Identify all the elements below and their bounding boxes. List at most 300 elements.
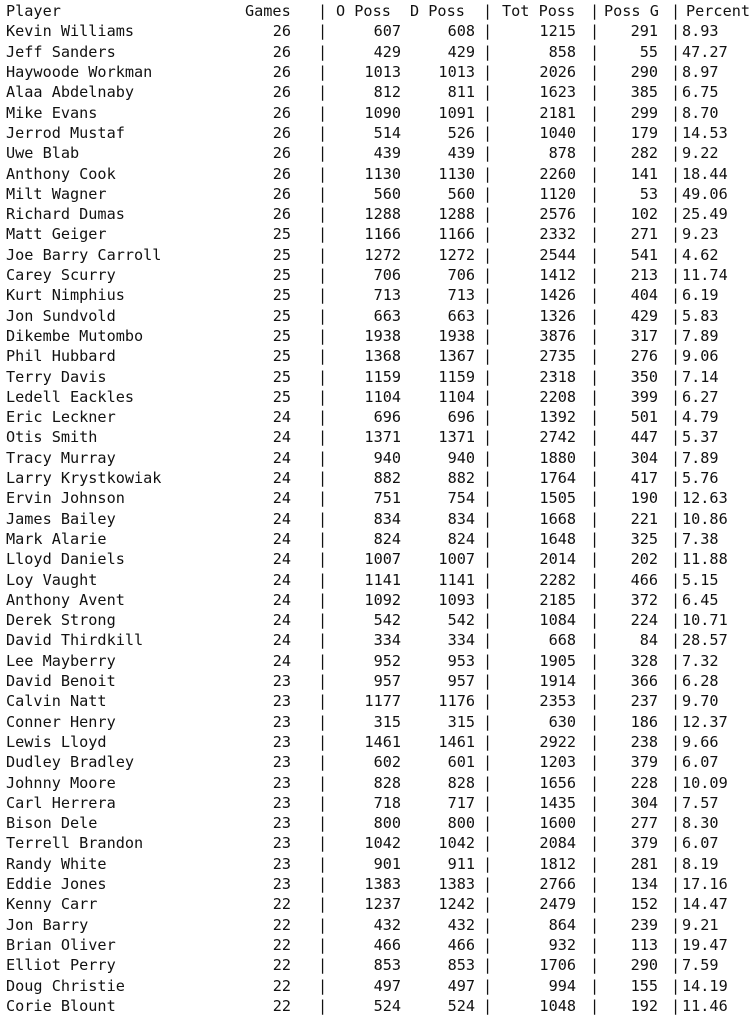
column-separator: |: [671, 205, 681, 224]
cell-d-poss: 1104: [438, 387, 475, 406]
column-separator: |: [483, 753, 493, 772]
column-separator: |: [590, 347, 600, 366]
cell-percent: 7.32: [682, 651, 719, 670]
column-separator: |: [318, 834, 328, 853]
cell-percent: 7.38: [682, 529, 719, 548]
cell-tot-poss: 1764: [539, 469, 576, 487]
column-separator: |: [590, 753, 600, 772]
cell-d-poss: 663: [447, 306, 475, 325]
cell-percent: 9.21: [682, 915, 719, 934]
cell-player: Eric Leckner: [6, 408, 116, 427]
cell-poss-g: 277: [630, 814, 658, 833]
column-separator: |: [671, 2, 681, 20]
column-separator: |: [318, 956, 328, 975]
cell-games: 26: [272, 205, 291, 224]
cell-games: 24: [272, 428, 291, 447]
cell-player: Mike Evans: [6, 103, 98, 122]
table-row: [0, 549, 754, 569]
column-separator: |: [483, 225, 493, 244]
cell-games: 22: [272, 996, 291, 1015]
column-separator: |: [590, 590, 600, 609]
table-row: [0, 996, 754, 1016]
column-separator: |: [590, 387, 600, 406]
table-row: [0, 346, 754, 366]
cell-tot-poss: 1600: [539, 814, 576, 833]
cell-percent: 6.28: [682, 672, 719, 690]
cell-poss-g: 202: [630, 550, 658, 569]
cell-player: David Thirdkill: [6, 631, 144, 650]
column-separator: |: [671, 22, 681, 41]
cell-games: 26: [272, 22, 291, 41]
cell-o-poss: 1130: [364, 164, 401, 183]
cell-d-poss: 608: [447, 22, 475, 41]
column-separator: |: [483, 895, 493, 914]
column-separator: |: [671, 875, 681, 893]
cell-player: Dikembe Mutombo: [6, 326, 144, 345]
column-separator: |: [483, 509, 493, 528]
column-separator: |: [671, 225, 681, 244]
cell-d-poss: 1091: [438, 103, 475, 122]
column-separator: |: [483, 834, 493, 853]
cell-tot-poss: 1435: [539, 793, 576, 812]
cell-player: Jeff Sanders: [6, 42, 116, 61]
cell-d-poss: 1367: [438, 347, 475, 366]
table-row: [0, 367, 754, 387]
table-row: [0, 42, 754, 62]
cell-tot-poss: 1648: [539, 529, 576, 548]
cell-o-poss: 514: [373, 123, 401, 142]
cell-tot-poss: 1905: [539, 651, 576, 670]
table-row: [0, 387, 754, 407]
cell-games: 25: [272, 367, 291, 386]
table-row: [0, 143, 754, 163]
cell-o-poss: 940: [373, 448, 401, 467]
cell-player: Otis Smith: [6, 428, 98, 447]
column-separator: |: [590, 326, 600, 345]
table-row: [0, 21, 754, 41]
cell-d-poss: 1242: [438, 895, 475, 914]
column-separator: |: [671, 448, 681, 467]
cell-o-poss: 497: [373, 976, 401, 995]
cell-percent: 8.97: [682, 63, 719, 81]
cell-d-poss: 1288: [438, 205, 475, 224]
column-separator: |: [483, 529, 493, 548]
cell-poss-g: 379: [630, 834, 658, 853]
cell-poss-g: 224: [630, 611, 658, 630]
cell-d-poss: 940: [447, 448, 475, 467]
table-row: [0, 712, 754, 732]
cell-tot-poss: 1812: [539, 854, 576, 873]
cell-o-poss: 834: [373, 509, 401, 528]
column-separator: |: [590, 956, 600, 975]
column-separator: |: [671, 387, 681, 406]
cell-o-poss: 432: [373, 915, 401, 934]
cell-percent: 10.71: [682, 611, 728, 630]
column-separator: |: [590, 550, 600, 569]
column-separator: |: [671, 793, 681, 812]
cell-tot-poss: 1120: [539, 184, 576, 203]
cell-percent: 6.07: [682, 753, 719, 772]
table-row: [0, 671, 754, 691]
cell-player: Elliot Perry: [6, 956, 116, 975]
cell-d-poss: 432: [447, 915, 475, 934]
cell-tot-poss: 630: [548, 712, 576, 731]
cell-percent: 6.75: [682, 83, 719, 102]
table-row: [0, 184, 754, 204]
cell-d-poss: 1383: [438, 875, 475, 893]
cell-poss-g: 190: [630, 489, 658, 508]
cell-games: 23: [272, 672, 291, 690]
cell-games: 22: [272, 935, 291, 954]
cell-d-poss: 524: [447, 996, 475, 1015]
cell-d-poss: 560: [447, 184, 475, 203]
column-separator: |: [318, 590, 328, 609]
column-separator: |: [671, 753, 681, 772]
table-row: [0, 103, 754, 123]
table-row: [0, 245, 754, 265]
cell-games: 24: [272, 570, 291, 589]
column-separator: |: [318, 144, 328, 163]
cell-player: Mark Alarie: [6, 529, 107, 548]
column-separator: |: [590, 286, 600, 305]
cell-d-poss: 1159: [438, 367, 475, 386]
cell-tot-poss: 2332: [539, 225, 576, 244]
cell-percent: 5.37: [682, 428, 719, 447]
cell-poss-g: 155: [630, 976, 658, 995]
column-separator: |: [318, 651, 328, 670]
cell-percent: 7.89: [682, 326, 719, 345]
column-separator: |: [483, 245, 493, 264]
cell-percent: 28.57: [682, 631, 728, 650]
cell-games: 26: [272, 42, 291, 61]
cell-d-poss: 1272: [438, 245, 475, 264]
cell-o-poss: 1166: [364, 225, 401, 244]
cell-percent: 7.57: [682, 793, 719, 812]
column-separator: |: [590, 712, 600, 731]
cell-percent: 14.53: [682, 123, 728, 142]
cell-o-poss: 602: [373, 753, 401, 772]
column-separator: |: [483, 2, 493, 20]
column-separator: |: [590, 63, 600, 81]
cell-d-poss: 834: [447, 509, 475, 528]
cell-games: 23: [272, 732, 291, 751]
cell-games: 26: [272, 144, 291, 163]
cell-d-poss: 334: [447, 631, 475, 650]
cell-poss-g: 372: [630, 590, 658, 609]
header-tot-poss: Tot Poss: [502, 2, 576, 20]
column-separator: |: [318, 367, 328, 386]
cell-tot-poss: 2735: [539, 347, 576, 366]
cell-poss-g: 379: [630, 753, 658, 772]
cell-player: Joe Barry Carroll: [6, 245, 162, 264]
cell-player: Derek Strong: [6, 611, 116, 630]
cell-o-poss: 1461: [364, 732, 401, 751]
table-row: [0, 407, 754, 427]
cell-percent: 10.86: [682, 509, 728, 528]
cell-poss-g: 325: [630, 529, 658, 548]
table-row: [0, 590, 754, 610]
cell-poss-g: 276: [630, 347, 658, 366]
cell-games: 25: [272, 306, 291, 325]
cell-percent: 9.06: [682, 347, 719, 366]
column-separator: |: [318, 387, 328, 406]
column-separator: |: [483, 631, 493, 650]
cell-poss-g: 282: [630, 144, 658, 163]
cell-d-poss: 497: [447, 976, 475, 995]
cell-player: Alaa Abdelnaby: [6, 83, 135, 102]
cell-poss-g: 186: [630, 712, 658, 731]
column-separator: |: [671, 773, 681, 792]
cell-tot-poss: 1706: [539, 956, 576, 975]
cell-games: 24: [272, 469, 291, 487]
cell-percent: 9.66: [682, 732, 719, 751]
cell-player: Carl Herrera: [6, 793, 116, 812]
cell-poss-g: 141: [630, 164, 658, 183]
cell-d-poss: 526: [447, 123, 475, 142]
cell-d-poss: 717: [447, 793, 475, 812]
cell-percent: 10.09: [682, 773, 728, 792]
cell-d-poss: 601: [447, 753, 475, 772]
cell-percent: 17.16: [682, 875, 728, 893]
cell-poss-g: 399: [630, 387, 658, 406]
column-separator: |: [483, 428, 493, 447]
cell-percent: 8.93: [682, 22, 719, 41]
column-separator: |: [483, 347, 493, 366]
table-row: [0, 123, 754, 143]
table-row: [0, 448, 754, 468]
column-separator: |: [318, 773, 328, 792]
cell-games: 25: [272, 245, 291, 264]
cell-d-poss: 466: [447, 935, 475, 954]
column-separator: |: [318, 895, 328, 914]
column-separator: |: [318, 570, 328, 589]
cell-d-poss: 882: [447, 469, 475, 487]
column-separator: |: [671, 611, 681, 630]
cell-percent: 11.88: [682, 550, 728, 569]
cell-o-poss: 1938: [364, 326, 401, 345]
cell-player: Jerrod Mustaf: [6, 123, 125, 142]
column-separator: |: [318, 793, 328, 812]
cell-games: 26: [272, 164, 291, 183]
cell-percent: 25.49: [682, 205, 728, 224]
column-separator: |: [671, 326, 681, 345]
column-separator: |: [318, 753, 328, 772]
column-separator: |: [483, 326, 493, 345]
cell-d-poss: 853: [447, 956, 475, 975]
column-separator: |: [318, 22, 328, 41]
column-separator: |: [671, 956, 681, 975]
cell-player: Milt Wagner: [6, 184, 107, 203]
column-separator: |: [671, 164, 681, 183]
column-separator: |: [671, 428, 681, 447]
cell-percent: 12.37: [682, 712, 728, 731]
cell-poss-g: 447: [630, 428, 658, 447]
cell-tot-poss: 2766: [539, 875, 576, 893]
table-row: [0, 326, 754, 346]
cell-poss-g: 299: [630, 103, 658, 122]
cell-poss-g: 429: [630, 306, 658, 325]
cell-percent: 5.76: [682, 469, 719, 487]
cell-tot-poss: 994: [548, 976, 576, 995]
table-row: [0, 935, 754, 955]
cell-player: James Bailey: [6, 509, 116, 528]
column-separator: |: [590, 631, 600, 650]
cell-player: Conner Henry: [6, 712, 116, 731]
column-separator: |: [590, 996, 600, 1015]
table-row: [0, 488, 754, 508]
cell-games: 22: [272, 895, 291, 914]
cell-percent: 8.70: [682, 103, 719, 122]
cell-games: 25: [272, 266, 291, 284]
column-separator: |: [483, 22, 493, 41]
cell-player: Lee Mayberry: [6, 651, 116, 670]
column-separator: |: [590, 732, 600, 751]
cell-tot-poss: 2181: [539, 103, 576, 122]
column-separator: |: [671, 915, 681, 934]
column-separator: |: [318, 854, 328, 873]
column-separator: |: [671, 306, 681, 325]
column-separator: |: [318, 489, 328, 508]
cell-percent: 8.30: [682, 814, 719, 833]
column-separator: |: [318, 266, 328, 284]
cell-o-poss: 542: [373, 611, 401, 630]
column-separator: |: [483, 103, 493, 122]
cell-player: Kevin Williams: [6, 22, 135, 41]
column-separator: |: [671, 529, 681, 548]
table-row: [0, 630, 754, 650]
cell-percent: 11.46: [682, 996, 728, 1015]
cell-d-poss: 911: [447, 854, 475, 873]
table-row: [0, 529, 754, 549]
cell-d-poss: 542: [447, 611, 475, 630]
cell-percent: 14.47: [682, 895, 728, 914]
column-separator: |: [483, 590, 493, 609]
column-separator: |: [318, 935, 328, 954]
cell-o-poss: 1042: [364, 834, 401, 853]
cell-d-poss: 706: [447, 266, 475, 284]
table-row: [0, 570, 754, 590]
cell-player: Brian Oliver: [6, 935, 116, 954]
column-separator: |: [671, 367, 681, 386]
cell-games: 23: [272, 753, 291, 772]
column-separator: |: [590, 834, 600, 853]
column-separator: |: [483, 286, 493, 305]
cell-tot-poss: 2544: [539, 245, 576, 264]
column-separator: |: [318, 448, 328, 467]
column-separator: |: [318, 306, 328, 325]
cell-o-poss: 1092: [364, 590, 401, 609]
column-separator: |: [483, 489, 493, 508]
cell-tot-poss: 2260: [539, 164, 576, 183]
cell-tot-poss: 1412: [539, 266, 576, 284]
cell-games: 25: [272, 286, 291, 305]
column-separator: |: [671, 895, 681, 914]
column-separator: |: [671, 550, 681, 569]
column-separator: |: [483, 875, 493, 893]
column-separator: |: [318, 42, 328, 61]
cell-player: Phil Hubbard: [6, 347, 116, 366]
cell-player: Kurt Nimphius: [6, 286, 125, 305]
column-separator: |: [318, 184, 328, 203]
cell-o-poss: 334: [373, 631, 401, 650]
cell-poss-g: 55: [639, 42, 658, 61]
column-separator: |: [318, 509, 328, 528]
cell-percent: 7.59: [682, 956, 719, 975]
cell-games: 24: [272, 408, 291, 427]
cell-percent: 6.07: [682, 834, 719, 853]
cell-o-poss: 812: [373, 83, 401, 102]
cell-player: Loy Vaught: [6, 570, 98, 589]
column-separator: |: [671, 672, 681, 690]
cell-games: 24: [272, 448, 291, 467]
cell-o-poss: 1159: [364, 367, 401, 386]
cell-d-poss: 1141: [438, 570, 475, 589]
cell-tot-poss: 2479: [539, 895, 576, 914]
column-separator: |: [318, 2, 328, 20]
column-separator: |: [483, 611, 493, 630]
column-separator: |: [483, 42, 493, 61]
cell-games: 24: [272, 651, 291, 670]
column-separator: |: [318, 83, 328, 102]
cell-percent: 14.19: [682, 976, 728, 995]
column-separator: |: [590, 144, 600, 163]
column-separator: |: [590, 611, 600, 630]
cell-percent: 47.27: [682, 42, 728, 61]
column-separator: |: [671, 814, 681, 833]
cell-o-poss: 524: [373, 996, 401, 1015]
column-separator: |: [483, 712, 493, 731]
cell-poss-g: 152: [630, 895, 658, 914]
cell-o-poss: 1371: [364, 428, 401, 447]
column-separator: |: [671, 42, 681, 61]
header-games: Games: [245, 2, 291, 20]
cell-o-poss: 800: [373, 814, 401, 833]
column-separator: |: [590, 22, 600, 41]
cell-player: Jon Barry: [6, 915, 89, 934]
cell-poss-g: 290: [630, 63, 658, 81]
cell-games: 24: [272, 590, 291, 609]
table-row: [0, 509, 754, 529]
cell-d-poss: 1013: [438, 63, 475, 81]
cell-o-poss: 882: [373, 469, 401, 487]
column-separator: |: [483, 164, 493, 183]
cell-tot-poss: 1084: [539, 611, 576, 630]
column-separator: |: [483, 732, 493, 751]
column-separator: |: [590, 103, 600, 122]
cell-d-poss: 1938: [438, 326, 475, 345]
column-separator: |: [318, 875, 328, 893]
column-separator: |: [318, 286, 328, 305]
cell-games: 23: [272, 854, 291, 873]
cell-o-poss: 315: [373, 712, 401, 731]
cell-o-poss: 1272: [364, 245, 401, 264]
table-row: [0, 955, 754, 975]
cell-poss-g: 317: [630, 326, 658, 345]
cell-poss-g: 304: [630, 793, 658, 812]
column-separator: |: [671, 976, 681, 995]
column-separator: |: [318, 428, 328, 447]
column-separator: |: [671, 103, 681, 122]
cell-player: Richard Dumas: [6, 205, 125, 224]
column-separator: |: [318, 164, 328, 183]
column-separator: |: [590, 814, 600, 833]
cell-d-poss: 828: [447, 773, 475, 792]
table-row: [0, 265, 754, 285]
cell-poss-g: 134: [630, 875, 658, 893]
cell-player: Kenny Carr: [6, 895, 98, 914]
cell-d-poss: 953: [447, 651, 475, 670]
column-separator: |: [483, 976, 493, 995]
